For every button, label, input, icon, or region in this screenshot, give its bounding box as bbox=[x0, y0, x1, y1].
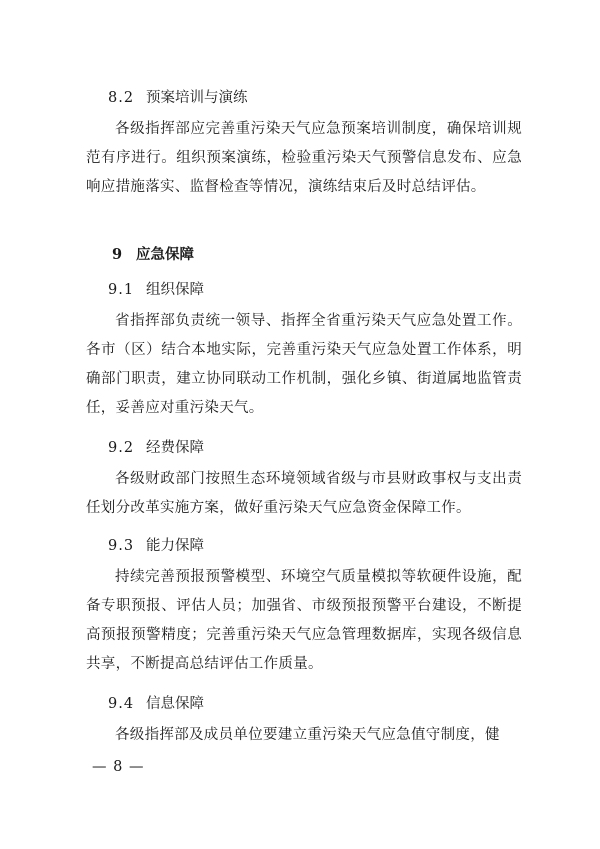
section-heading-9-4 bbox=[108, 694, 204, 714]
page-number: — 8 — bbox=[92, 759, 145, 775]
section-paragraph-9-3: 持续完善预报预警模型、环境空气质量模拟等软硬件设施，配备专职预报、评估人员；加强省、市级预报预警平台建设，不断提高预报预警精度；完善重污染天气应急管理数据库，实现各级信息共享，不断提高总结评估工作质量。 bbox=[86, 569, 522, 672]
section-heading-9-2 bbox=[108, 438, 204, 458]
section-title: 能力保障 bbox=[146, 538, 204, 554]
section-number: 9.2 bbox=[108, 440, 135, 456]
section-paragraph-9-1: 省指挥部负责统一领导、指挥全省重污染天气应急处置工作。各市（区）结合本地实际，完善重污染天气应急处置工作体系，明确部门职责，建立协同联动工作机制，强化乡镇、街道属地监管责任，妥善应对重污染天气。 bbox=[86, 313, 522, 416]
section-number: 9.4 bbox=[108, 696, 135, 712]
section-number: 8.2 bbox=[108, 90, 135, 106]
section-number: 9.1 bbox=[108, 282, 135, 298]
section-heading-9-3 bbox=[108, 536, 204, 556]
section-title: 预案培训与演练 bbox=[146, 90, 248, 106]
section-number: 9.3 bbox=[108, 538, 135, 554]
section-title: 经费保障 bbox=[146, 440, 204, 456]
section-heading-9-1 bbox=[108, 280, 204, 300]
section-paragraph-9-2: 各级财政部门按照生态环境领域省级与市县财政事权与支出责任划分改革实施方案，做好重污染天气应急资金保障工作。 bbox=[86, 471, 522, 516]
section-title: 组织保障 bbox=[146, 282, 204, 298]
chapter-heading-9 bbox=[112, 245, 194, 265]
section-paragraph-8-2: 各级指挥部应完善重污染天气应急预案培训制度，确保培训规范有序进行。组织预案演练，检验重污染天气预警信息发布、应急响应措施落实、监督检查等情况，演练结束后及时总结评估。 bbox=[86, 121, 522, 195]
section-paragraph-9-4: 各级指挥部及成员单位要建立重污染天气应急值守制度，健 bbox=[115, 727, 500, 743]
chapter-title: 应急保障 bbox=[136, 246, 194, 263]
chapter-number: 9 bbox=[112, 246, 124, 263]
section-title: 信息保障 bbox=[146, 696, 204, 712]
section-heading-8-2 bbox=[108, 88, 248, 108]
